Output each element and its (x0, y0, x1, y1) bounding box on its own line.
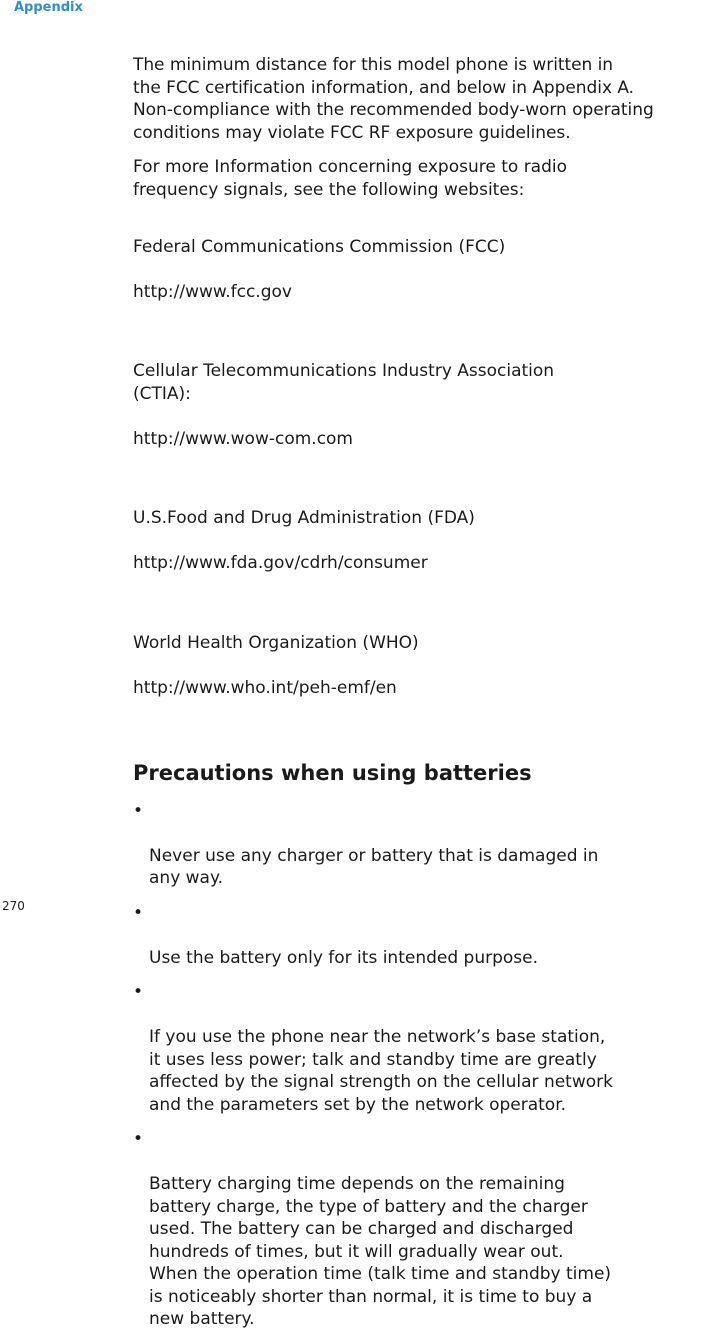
section-heading: Precautions when using batteries (133, 760, 532, 785)
page-number: 270 (2, 899, 25, 913)
list-item-text: Never use any charger or battery that is damaged in any way. (149, 845, 599, 888)
list-item-text: Use the battery only for its intended purpose. (149, 947, 539, 968)
bullet-icon: • (133, 902, 144, 923)
list-item (133, 902, 669, 970)
list-item (133, 1128, 669, 1331)
resource-fda (133, 485, 709, 598)
intro-paragraph: The minimum distance for this model phone is written in the FCC certification information, and below in Appendix A. Non-compliance with the recommended body-worn operating conditions may violate FCC RF exposure guidelines. (133, 55, 654, 143)
resource-ctia (133, 338, 709, 473)
list-item-text: If you use the phone near the network’s base station, it uses less power; talk and standby time are greatly affected by the signal strength on the cellular network and the parameters set by the network operator. (149, 1027, 613, 1115)
bullet-icon: • (133, 982, 144, 1002)
resource-url[interactable]: http://www.fcc.gov (133, 281, 292, 302)
resource-name: U.S.Food and Drug Administration (FDA) (133, 508, 475, 528)
resource-url[interactable]: http://www.who.int/peh-emf/en (133, 677, 397, 698)
list-item (133, 800, 669, 890)
bullet-icon: • (133, 1129, 144, 1149)
bullet-icon: • (133, 800, 144, 821)
resource-name: Cellular Telecommunications Industry Association (CTIA): (133, 361, 555, 404)
resource-name: Federal Communications Commission (FCC) (133, 236, 506, 257)
running-head: Appendix (14, 0, 83, 15)
websites-intro-paragraph: For more Information concerning exposure to radio frequency signals, see the following websites: (133, 157, 568, 200)
resource-fcc (133, 213, 709, 326)
list-item (133, 981, 669, 1116)
resource-who (133, 609, 709, 722)
list-item-text: Battery charging time depends on the remaining battery charge, the type of battery and the charger used. The battery can be charged and discharged hundreds of times, but it will gradually wear out. When the operation time (talk time and standby time) is noticeably shorter than normal, it is time to buy a new battery. (149, 1174, 612, 1329)
resource-name: World Health Organization (WHO) (133, 632, 419, 653)
page-content (133, 54, 709, 1343)
resource-url[interactable]: http://www.fda.gov/cdrh/consumer (133, 553, 428, 573)
resource-url[interactable]: http://www.wow-com.com (133, 428, 353, 449)
precautions-list (133, 800, 709, 1331)
